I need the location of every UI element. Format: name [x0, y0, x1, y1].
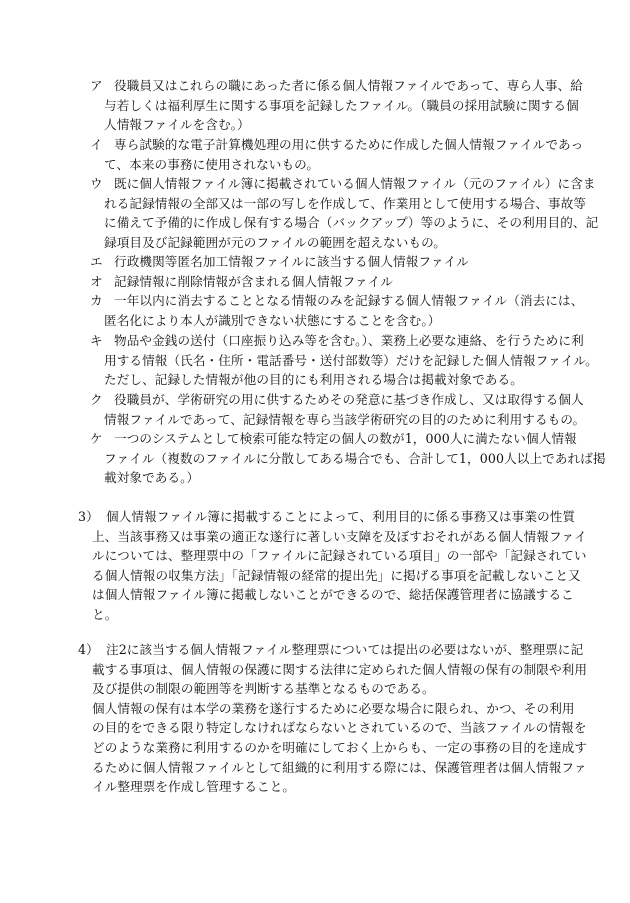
item-marker: カ: [90, 293, 103, 308]
item-marker: ク: [90, 392, 103, 407]
paragraph-marker: 4）: [78, 642, 99, 657]
list-item-ka: カ 一年以内に消去することとなる情報のみを記録する個人情報ファイル（消去には、 匿名化により本人が識別できない状態にすることを含む。）: [90, 293, 584, 328]
item-marker: ケ: [90, 431, 103, 446]
paragraph-4: 4） 注2に該当する個人情報ファイル整理票については提出の必要はないが、整理票に記 載する事項は、個人情報の保護に関する法律に定められた個人情報の保有の制限や利用 及び提供の制限の範囲等を判断する基準となるものである。 個人情報の保有は本学の業務を遂行するために必要な場合に限られ、かつ、その利用 の目的をできる限り特定しなければならないとされているので、当該ファイルの情報を どのような業務に利用するのかを明確にしておく上からも、一定の事務の目的を達成す るために個人情報ファイルとして組織的に利用する際には、保護管理者は個人情報ファ イル整理票を作成し管理すること。: [78, 642, 588, 795]
item-marker: キ: [90, 333, 103, 348]
item-marker: イ: [90, 137, 103, 152]
paragraph-3: 3） 個人情報ファイル簿に掲載することによって、利用目的に係る事務又は事業の性質 上、当該事務又は事業の適正な遂行に著しい支障を及ぼすおそれがある個人情報ファイ ルについては、整理票中の「ファイルに記録されている項目」の一部や「記録されてい る個人情報の収集方法」「記録情報の経常的提出先」に掲げる事項を記載しないこと又 は個人情報ファイル簿に掲載しないことができるので、総括保護管理者に協議するこ と。: [78, 509, 587, 622]
paragraph-marker: 3）: [78, 509, 99, 524]
list-item-a: ア 役職員又はこれらの職にあった者に係る個人情報ファイルであって、専ら人事、給 与若しくは福利厚生に関する事項を記録したファイル。（職員の採用試験に関する個 人情報ファイルを含む。）: [90, 78, 583, 133]
list-item-ke: ケ 一つのシステムとして検索可能な特定の個人の数が1，000人に満たない個人情報 ファイル（複数のファイルに分散してある場合でも、合計して1，000人以上であれば掲 載対象である。）: [90, 431, 606, 486]
item-marker: ウ: [90, 176, 103, 191]
list-item-i: イ 専ら試験的な電子計算機処理の用に供するために作成した個人情報ファイルであっ て、本来の事務に使用されないもの。: [90, 137, 584, 172]
item-marker: オ: [90, 274, 103, 289]
list-item-o: オ 記録情報に削除情報が含まれる個人情報ファイル: [90, 272, 550, 292]
list-item-ki: キ 物品や金銭の送付（口座振り込み等を含む。）、業務上必要な連絡、を行うために利 用する情報（氏名・住所・電話番号・送付部数等）だけを記録した個人情報ファイル。 ただし、記録した情報が他の目的にも利用される場合は掲載対象である。: [90, 333, 598, 388]
list-item-u: ウ 既に個人情報ファイル簿に掲載されている個人情報ファイル（元のファイル）に含ま れる記録情報の全部又は一部の写しを作成して、作業用として使用する場合、事故等 に備えて予備的に作成し保有する場合（バックアップ）等のように、その利用目的、記 録項目及び記録範囲が元のファイルの範囲を超えないもの。: [90, 176, 599, 250]
item-marker: エ: [90, 254, 103, 269]
list-item-e: エ 行政機関等匿名加工情報ファイルに該当する個人情報ファイル: [90, 252, 550, 272]
list-item-ku: ク 役職員が、学術研究の用に供するためその発意に基づき作成し、又は取得する個人 情報ファイルであって、記録情報を専ら当該学術研究の目的のために利用するもの。: [90, 392, 586, 427]
item-marker: ア: [90, 78, 103, 93]
